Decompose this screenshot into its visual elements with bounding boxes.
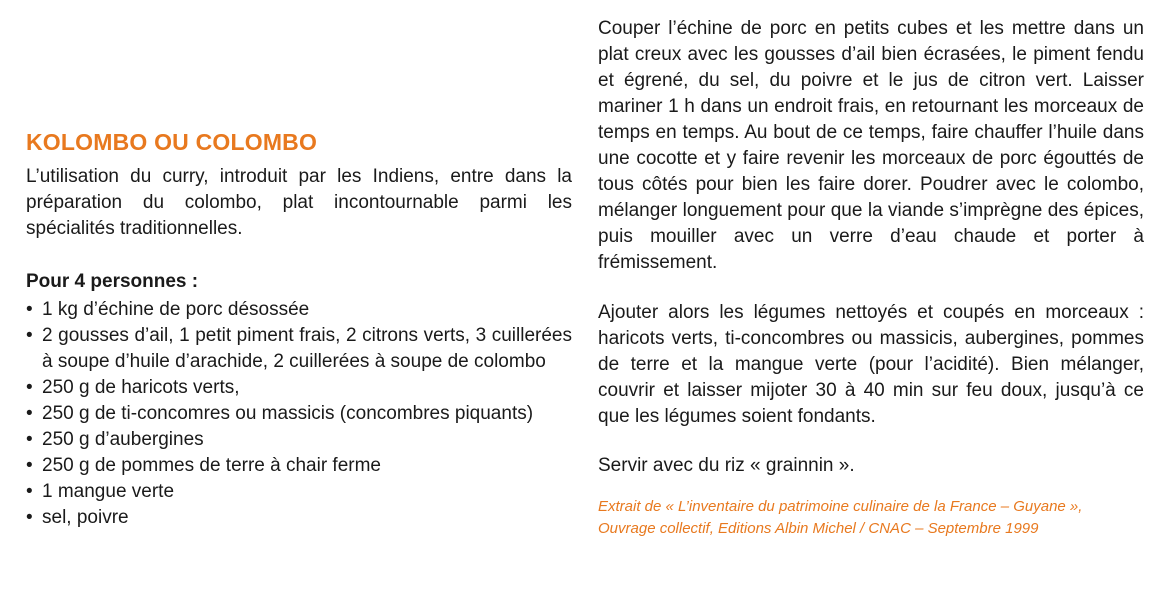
ingredient-text: 250 g de pommes de terre à chair ferme	[42, 455, 382, 476]
serving-suggestion: Servir avec du riz « grainnin ».	[598, 455, 855, 476]
ingredient-text: sel, poivre	[42, 507, 129, 528]
bullet-icon: •	[26, 507, 33, 528]
bullet-icon: •	[26, 429, 33, 450]
recipe-title: KOLOMBO OU COLOMBO	[26, 129, 318, 155]
servings-heading: Pour 4 personnes :	[26, 271, 199, 292]
ingredient-item	[26, 375, 572, 401]
bullet-icon: •	[26, 455, 33, 476]
paragraph-spacer	[598, 430, 1144, 453]
ingredient-text: 1 mangue verte	[42, 481, 175, 502]
bullet-icon: •	[26, 481, 33, 502]
ingredient-item	[26, 479, 572, 505]
source-citation: Extrait de « L’inventaire du patrimoine culinaire de la France – Guyane », Ouvrage collectif, Editions Albin Michel / CNAC – Septembre 1999	[598, 498, 1083, 537]
ingredient-list	[26, 297, 572, 531]
ingredient-item	[26, 427, 572, 453]
ingredient-item	[26, 453, 572, 479]
ingredient-item	[26, 401, 572, 427]
ingredient-item	[26, 505, 572, 531]
ingredients-column	[26, 127, 572, 531]
bullet-icon: •	[26, 299, 33, 320]
ingredient-text: 2 gousses d’ail, 1 petit piment frais, 2 citrons verts, 3 cuillerées à soupe d’huile d’arachide, 2 cuillerées à soupe de colombo	[42, 325, 572, 372]
ingredient-item	[26, 323, 572, 375]
bullet-icon: •	[26, 325, 33, 346]
bullet-icon: •	[26, 403, 33, 424]
recipe-intro: L’utilisation du curry, introduit par les Indiens, entre dans la préparation du colombo, plat incontournable parmi les spécialités traditionnelles.	[26, 166, 572, 239]
instructions-column	[598, 16, 1144, 540]
bullet-icon: •	[26, 377, 33, 398]
ingredient-text: 250 g d’aubergines	[42, 429, 204, 450]
instruction-step: Couper l’échine de porc en petits cubes et les mettre dans un plat creux avec les gousses d’ail bien écrasées, le piment fendu et égrené, du sel, du poivre et le jus de citron vert. Laisser mariner 1 h dans un endroit frais, en retournant les morceaux de temps en temps. Au bout de ce temps, faire chauffer l’huile dans une cocotte et y faire revenir les morceaux de porc égouttés de tous côtés pour bien les faire dorer. Poudrer avec le colombo, mélanger longuement pour que la viande s’imprègne des épices, puis mouiller avec un verre d’eau chaude et porter à frémissement.	[598, 18, 1144, 273]
ingredient-text: 250 g de ti-concomres ou massicis (concombres piquants)	[42, 403, 534, 424]
paragraph-spacer	[598, 276, 1144, 300]
ingredient-text: 250 g de haricots verts,	[42, 377, 240, 398]
ingredient-item	[26, 297, 572, 323]
instruction-step: Ajouter alors les légumes nettoyés et coupés en morceaux : haricots verts, ti-concombres ou massicis, aubergines, pommes de terre et la mangue verte (pour l’acidité). Bien mélanger, couvrir et laisser mijoter 30 à 40 min sur feu doux, jusqu’à ce que les légumes soient fondants.	[598, 302, 1144, 427]
ingredient-text: 1 kg d’échine de porc désossée	[42, 299, 310, 320]
